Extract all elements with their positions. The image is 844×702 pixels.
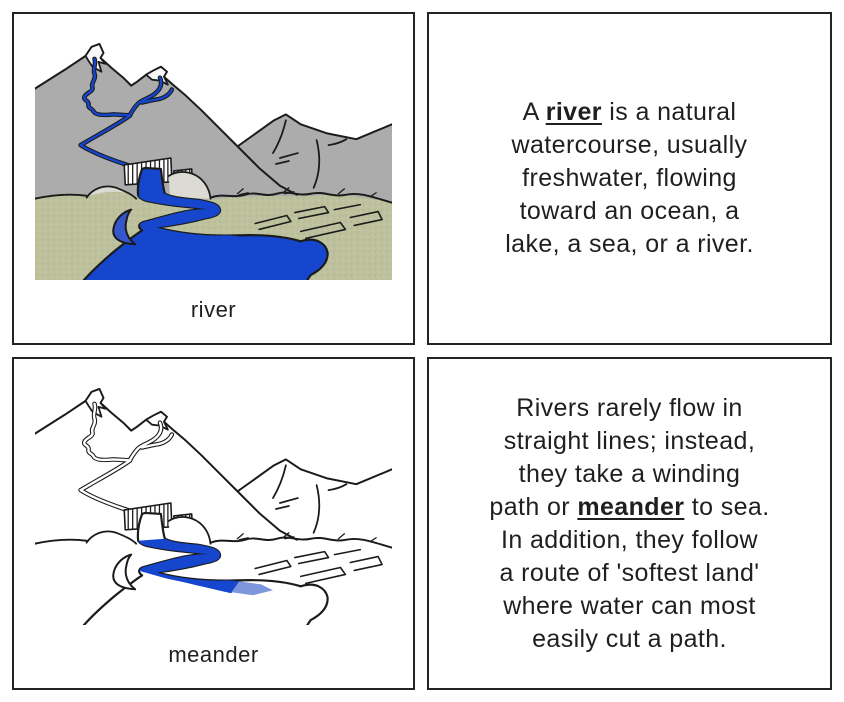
definition-line: straight lines; instead,	[503, 426, 756, 455]
definition-line: path or meander to sea.	[489, 492, 770, 521]
keyword-river: river	[545, 98, 602, 126]
definition-line: lake, a sea, or a river.	[505, 230, 754, 258]
definition-line: a route of 'softest land'	[499, 558, 760, 587]
mountains-graphic	[35, 44, 392, 219]
definition-line: watercourse, usually	[511, 131, 748, 159]
definition-line: easily cut a path.	[532, 624, 727, 653]
definition-line: Rivers rarely flow in	[516, 393, 743, 422]
river-picture-card	[12, 12, 415, 345]
definition-line: freshwater, flowing	[522, 164, 737, 192]
river-illustration-colored	[35, 42, 392, 280]
river-illustration-outline	[35, 387, 392, 625]
mountains-graphic	[35, 389, 392, 564]
meander-picture-card	[12, 357, 415, 690]
keyword-meander: meander	[577, 492, 685, 521]
definition-line: A river is a natural	[522, 98, 737, 126]
picture-card-label: meander	[168, 642, 259, 667]
definition-line: toward an ocean, a	[519, 197, 740, 225]
meander-definition-card	[427, 357, 832, 690]
picture-card-label: river	[190, 297, 237, 322]
river-definition-card	[427, 12, 832, 345]
definition-line: In addition, they follow	[501, 525, 758, 554]
definition-line: they take a winding	[518, 459, 741, 488]
definition-line: where water can most	[503, 591, 756, 620]
